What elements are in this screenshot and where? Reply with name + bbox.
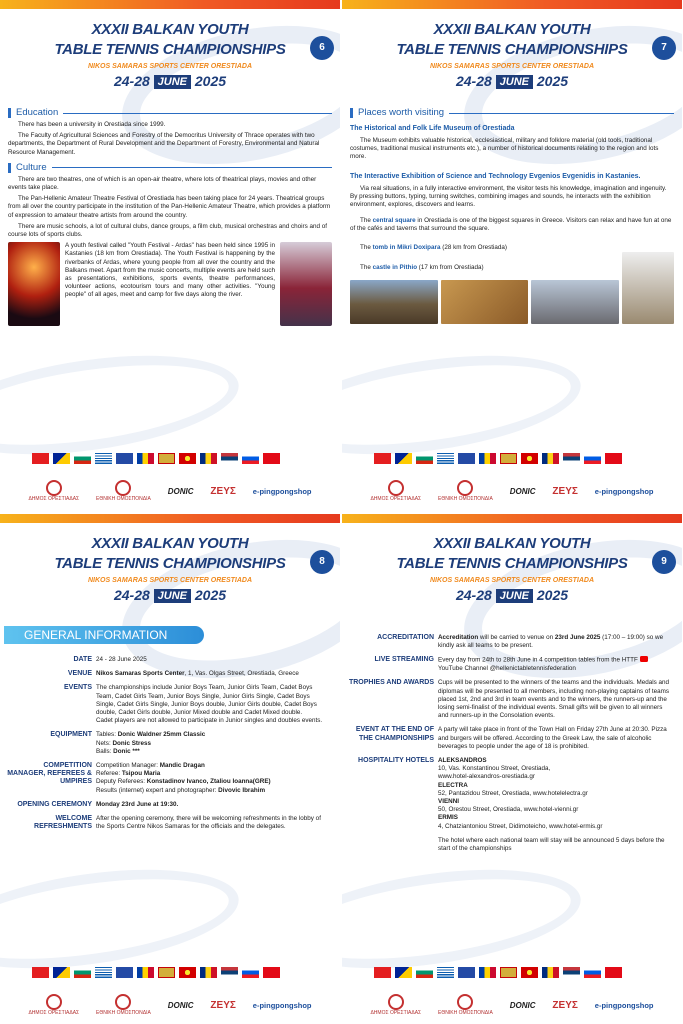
venue-subtitle: NIKOS SAMARAS SPORTS CENTER ORESTIADA (88, 577, 252, 584)
paragraph: There has been a university in Orestiada since 1999. (18, 121, 166, 128)
epingpongshop-logo: e-pingpongshop (594, 486, 654, 496)
federation-logo (438, 480, 493, 502)
info-label: EQUIPMENT (50, 731, 92, 739)
epingpongshop-logo: e-pingpongshop (252, 486, 312, 496)
info-row (4, 762, 330, 795)
hotel-name: VIENNI (438, 797, 459, 805)
flag-turkey (605, 453, 622, 464)
flag-albania (374, 967, 391, 978)
hotel-address: 50, Orestou Street, Orestiada, www.hotel-vienni.gr (438, 806, 579, 814)
text: The (360, 243, 373, 251)
text: (17 km from Orestiada) (417, 263, 484, 271)
flag-kosovo (116, 453, 133, 464)
month-badge: JUNE (154, 589, 191, 603)
flag-turkey (605, 967, 622, 978)
emblem-icon (457, 994, 473, 1010)
flag-romania (200, 453, 217, 464)
title-line2: TABLE TENNIS CHAMPIONSHIPS (54, 555, 286, 572)
hotel-website[interactable]: www.hotel-alexandros-orestiada.gr (438, 773, 535, 781)
dates-prefix: 24-28 (455, 73, 492, 89)
info-row (346, 726, 672, 751)
month-badge: JUNE (496, 75, 533, 89)
heading-bar (8, 108, 11, 118)
paragraph: There are two theatres, one of which is an open-air theatre, where lots of theatrical plays, movies and other events take place. (8, 175, 317, 192)
dates (0, 73, 340, 89)
events-note: Cadet players are not allowed to participate in Junior singles and doubles events. (96, 717, 323, 725)
info-row (4, 656, 330, 664)
value: Donic Waldner 25mm Classic (117, 731, 206, 739)
value: Donic *** (113, 747, 140, 755)
flag-greece (437, 967, 454, 978)
text: will be carried to venue on (478, 634, 555, 641)
hotel-address: 52, Pantazidou Street, Orestiada, www.hotelelectra.gr (438, 789, 588, 797)
page-7 (342, 0, 682, 510)
bread-photo (441, 280, 529, 324)
flag-slovenia (584, 967, 601, 978)
flags-row (374, 967, 622, 978)
info-value: Cups will be presented to the winners of the teams and the individuals. Medals and diplomas will be presented to all members, including non-playing captains of teams placed 1st, 2nd and 3rd in team events and to the winners, the runners-up and the losing semi-finalist of the individual events. Small gifts will be given to all winners and runners-up in the Consolation events. (438, 679, 670, 720)
flag-moldova (137, 453, 154, 464)
paragraph: The Pan-Hellenic Amateur Theatre Festival of Orestiada has been taking place for 24 years. Theatrical groups from all over the country participate in the institution of the Pan-Hellenic Amateur Theatre, which provides a platform of expression to amateur theatre artists from around the country. (8, 195, 331, 219)
youtube-icon (640, 656, 648, 662)
donic-logo: DONIC (509, 486, 536, 496)
title-line1: XXXII BALKAN YOUTH (433, 535, 591, 552)
hotel-name: ELECTRA (438, 781, 468, 789)
donic-logo: DONIC (167, 1000, 194, 1010)
info-row (346, 679, 672, 720)
flag-kosovo (458, 967, 475, 978)
value: Konstadinov Ivanco, Ztaliou Ioanna(GRE) (146, 778, 271, 786)
heading-label: Places worth visiting (358, 106, 445, 118)
venue-subtitle: NIKOS SAMARAS SPORTS CENTER ORESTIADA (430, 63, 594, 70)
page-6 (0, 0, 340, 510)
value: Accreditation (438, 634, 479, 641)
heading-label: Education (16, 106, 59, 118)
value: Mandic Dragan (159, 762, 205, 770)
page-number: 8 (310, 550, 334, 574)
info-value (438, 634, 672, 650)
hotel-entry (438, 814, 672, 830)
epingpongshop-logo: e-pingpongshop (594, 1000, 654, 1010)
flag-bosnia (53, 967, 70, 978)
logo-caption: ΔΗΜΟΣ ΟΡΕΣΤΙΑΔΑΣ (28, 496, 80, 502)
heading-rule (52, 167, 332, 168)
flag-montenegro (500, 967, 517, 978)
page-number: 7 (652, 36, 676, 60)
tables-line (96, 731, 330, 739)
flag-bosnia (53, 453, 70, 464)
value: Donic Stress (112, 739, 151, 747)
square-paragraph (350, 217, 674, 233)
municipality-logo (370, 994, 421, 1016)
balls-line (96, 748, 330, 756)
text: Deputy Referees: (96, 778, 147, 786)
flag-turkey (263, 967, 280, 978)
flag-serbia (563, 967, 580, 978)
flag-bosnia (395, 453, 412, 464)
info-label: WELCOME REFRESHMENTS (34, 815, 92, 831)
month-badge: JUNE (154, 75, 191, 89)
flag-kosovo (116, 967, 133, 978)
value: Divovic Ibrahim (218, 786, 266, 794)
value: Tsipou Maria (121, 770, 161, 778)
text: Results (internet) expert and photographer: (96, 786, 219, 794)
flag-bosnia (395, 967, 412, 978)
heading-label: Culture (16, 161, 47, 173)
flag-bulgaria (74, 967, 91, 978)
flag-greece (437, 453, 454, 464)
flag-montenegro (158, 967, 175, 978)
text: The (360, 263, 373, 271)
section-heading-places (350, 108, 674, 118)
seal-icon (46, 994, 62, 1010)
section-heading-education (8, 108, 332, 118)
emblem-icon (457, 480, 473, 496)
flag-romania (542, 453, 559, 464)
flag-bulgaria (416, 453, 433, 464)
value: 23rd June 2025 (554, 634, 601, 641)
info-label: VENUE (67, 670, 92, 678)
decor-swoosh (0, 340, 245, 471)
decor-swoosh (0, 854, 245, 985)
paragraph: There are music schools, a lot of cultural clubs, dance groups, a film club, musical orchestras and choirs and of course lots of sports clubs. (8, 222, 328, 239)
seal-icon (46, 480, 62, 496)
flag-romania (200, 967, 217, 978)
cm-line (96, 762, 330, 770)
flags-row (32, 967, 280, 978)
text: The (360, 217, 373, 225)
page7-body (350, 108, 674, 324)
info-label: DATE (73, 656, 92, 663)
dates (342, 587, 682, 603)
title-line2: TABLE TENNIS CHAMPIONSHIPS (396, 41, 628, 58)
hotels-note: The hotel where each national team will stay will be announced 5 days before the start of the championships (438, 836, 665, 852)
seal-icon (388, 994, 404, 1010)
ref-line (96, 770, 330, 778)
heading-bar (8, 163, 11, 173)
info-label: TROPHIES AND AWARDS (348, 679, 434, 687)
info-label: LIVE STREAMING (374, 656, 434, 664)
emblem-icon (115, 994, 131, 1010)
concert-photo (8, 242, 60, 326)
exhibition-title: The Interactive Exhibition of Science and Technology Evgenios Evgenidis in Kastanies. (350, 172, 641, 180)
paragraph: The Faculty of Agricultural Sciences and Forestry of the Democritus University of Thrace operates with two departments, the Department of Rural Development and the Department of Forestry, Environmental and Natural Resource Management. (8, 132, 320, 156)
paragraph: The Museum exhibits valuable historical, ecclesiastical, military and folklore material (old tools, traditional costumes, traditional musical instruments etc.), a number of historical documents relating to the region and lots more. (350, 137, 659, 161)
flag-greece (95, 967, 112, 978)
info-row (346, 656, 672, 673)
flag-bulgaria (74, 453, 91, 464)
flag-serbia (221, 453, 238, 464)
text: Tables: (96, 731, 118, 739)
logo-caption: ΕΘΝΙΚΗ ΟΜΟΣΠΟΝΔΙΑ (96, 1010, 151, 1016)
flag-albania (374, 453, 391, 464)
venue-subtitle: NIKOS SAMARAS SPORTS CENTER ORESTIADA (430, 577, 594, 584)
flag-kosovo (458, 453, 475, 464)
top-band (0, 514, 340, 523)
heading-bar (350, 108, 353, 118)
page-number: 6 (310, 36, 334, 60)
flag-moldova (479, 453, 496, 464)
general-info-heading: GENERAL INFORMATION (4, 626, 204, 644)
info-label: COMPETITION MANAGER, REFEREES & UMPIRES (7, 762, 92, 786)
title-line1: XXXII BALKAN YOUTH (91, 21, 249, 38)
dates-prefix: 24-28 (455, 587, 492, 603)
federation-logo (96, 480, 151, 502)
info-row (346, 634, 672, 650)
performer-photo (280, 242, 332, 326)
exhibition-photo (622, 252, 675, 324)
top-band (0, 0, 340, 9)
zeys-logo: ΖΕΥΣ (210, 485, 236, 497)
festival-block (8, 242, 332, 326)
flag-albania (32, 453, 49, 464)
text: in Orestiada is one of the biggest squares in Greece. Visitors can relax and have fun at one of the cafés and taverns that surround the square. (350, 217, 672, 233)
seal-icon (388, 480, 404, 496)
flag-moldova (137, 967, 154, 978)
decor-swoosh (342, 340, 587, 471)
hotel-name: ERMIS (438, 814, 458, 822)
info-label: EVENT AT THE END OF THE CHAMPIONSHIPS (355, 726, 434, 742)
info-row (4, 684, 330, 725)
zeys-logo: ΖΕΥΣ (552, 999, 578, 1011)
text: (17:00 – 19:00) so we kindly ask all teams to be present. (438, 634, 664, 650)
place-name: central square (372, 217, 416, 225)
value: Monday 23rd June at 19:30. (96, 800, 179, 808)
hotel-entry (438, 782, 672, 798)
zeys-logo: ΖΕΥΣ (210, 999, 236, 1011)
flag-romania (542, 967, 559, 978)
title-line2: TABLE TENNIS CHAMPIONSHIPS (54, 41, 286, 58)
info-row (4, 815, 330, 831)
epingpongshop-logo: e-pingpongshop (252, 1000, 312, 1010)
page-header (0, 20, 340, 89)
info-grid (4, 656, 330, 837)
info-value (96, 670, 330, 678)
flags-row (32, 453, 280, 464)
logo-caption: ΕΘΝΙΚΗ ΟΜΟΣΠΟΝΔΙΑ (438, 1010, 493, 1016)
month-badge: JUNE (496, 589, 533, 603)
logo-caption: ΔΗΜΟΣ ΟΡΕΣΤΙΑΔΑΣ (370, 496, 422, 502)
festival-text: A youth festival called "Youth Festival - Ardas" has been held since 1995 in Kastanies (18 km from Orestiada). The Youth Festival is happening by the riverbanks of Ardas, where young people from all over the country and the Balkans meet. Apart from the music concerts, multiple events are held such as presentations, exhibitions, sports events, theatre performances, volunteer actions, ecotourism tours and many other activities. "Young people" of all ages, meet and camp for five days along the river. (65, 242, 275, 299)
zeys-logo: ΖΕΥΣ (552, 485, 578, 497)
photo-row (350, 280, 674, 324)
flag-serbia (221, 967, 238, 978)
info-row (4, 670, 330, 678)
events-list: The championships include Junior Boys Team, Junior Girls Team, Cadet Boys Team, Cadet Girls Team, Junior Boys Single, Junior Girls Single, Cadet Boys Single, Cadet Girls Single, Junior Boys double, Junior Girls double, Cadet Boys double, Cadet Girls double, Junior Mixed double and Cadet Mixed double. (96, 684, 317, 717)
museum-photo (350, 280, 438, 324)
flag-slovenia (242, 967, 259, 978)
info-label: HOSPITALITY HOTELS (358, 756, 434, 764)
flag-turkey (263, 453, 280, 464)
flag-north-macedonia (521, 967, 538, 978)
info-row (4, 801, 330, 809)
flag-north-macedonia (521, 453, 538, 464)
hotel-entry (438, 798, 672, 814)
year: 2025 (536, 587, 569, 603)
dates (0, 587, 340, 603)
emblem-icon (115, 480, 131, 496)
federation-logo (96, 994, 151, 1016)
dates-prefix: 24-28 (113, 587, 150, 603)
sponsor-logos (0, 472, 340, 510)
page-header (342, 20, 682, 89)
text: Balls: (96, 747, 114, 755)
hotel-address: 10, Vas. Konstantinou Street, Orestiada, (438, 765, 551, 773)
text: Referee: (96, 770, 122, 778)
text: (28 km from Orestiada) (440, 243, 507, 251)
info-value (438, 656, 672, 673)
paragraph: Via real situations, in a fully interactive environment, the visitor tests his knowledge, imagination and ingenuity. By pressing buttons, typing, turning switches, combining images and sounds, he interacts with the exhibition environment, explores, discovers and learns. (350, 184, 667, 209)
page6-body (8, 108, 332, 326)
info-value: 24 - 28 June 2025 (96, 656, 147, 663)
flag-montenegro (500, 453, 517, 464)
text: Competition Manager: (96, 762, 160, 770)
logo-caption: ΔΗΜΟΣ ΟΡΕΣΤΙΑΔΑΣ (370, 1010, 422, 1016)
flag-albania (32, 967, 49, 978)
info-value: After the opening ceremony, there will be welcoming refreshments in the lobby of the Sports Centre Nikos Samaras for the officials and the delegates. (96, 815, 321, 831)
flag-bulgaria (416, 967, 433, 978)
dates (342, 73, 682, 89)
page-header (342, 534, 682, 603)
page-9 (342, 514, 682, 1024)
venue-name: Nikos Samaras Sports Center (96, 670, 185, 678)
page-header (0, 534, 340, 603)
text: Every day from 24th to 28th June in 4 competition tables from the HTTF (438, 656, 638, 664)
place-name: tomb in Mikri Doxipara (372, 243, 441, 251)
sponsor-logos (342, 472, 682, 510)
info-value (96, 731, 330, 756)
sponsor-logos (342, 986, 682, 1024)
castle-photo (531, 280, 619, 324)
municipality-logo (28, 994, 79, 1016)
top-band (342, 514, 682, 523)
info-row (346, 757, 672, 853)
flags-row (374, 453, 622, 464)
top-band (342, 0, 682, 9)
hotel-address: 4, Chatziantoniou Street, Didimoteicho, www.hotel-ermis.gr (438, 822, 603, 830)
results-line (96, 787, 330, 795)
heading-rule (449, 113, 674, 114)
flag-serbia (563, 453, 580, 464)
year: 2025 (194, 587, 227, 603)
info-value (96, 801, 330, 809)
youtube-channel[interactable]: YouTube Channel @hellenictabletennisfederation (438, 665, 576, 673)
hotels-list (438, 757, 672, 853)
hotel-name: ALEKSANDROS (438, 756, 487, 764)
logo-caption: ΕΘΝΙΚΗ ΟΜΟΣΠΟΝΔΙΑ (438, 496, 493, 502)
flag-montenegro (158, 453, 175, 464)
dates-prefix: 24-28 (113, 73, 150, 89)
flag-moldova (479, 967, 496, 978)
sponsor-logos (0, 986, 340, 1024)
flag-north-macedonia (179, 453, 196, 464)
year: 2025 (194, 73, 227, 89)
venue-subtitle: NIKOS SAMARAS SPORTS CENTER ORESTIADA (88, 63, 252, 70)
year: 2025 (536, 73, 569, 89)
place-name: castle in Pithio (372, 263, 418, 271)
decor-swoosh (342, 854, 587, 985)
logo-caption: ΔΗΜΟΣ ΟΡΕΣΤΙΑΔΑΣ (28, 1010, 80, 1016)
text: Nets: (96, 739, 113, 747)
federation-logo (438, 994, 493, 1016)
info-value (96, 684, 330, 725)
info-label: EVENTS (63, 684, 92, 692)
info-label: ACCREDITATION (377, 634, 434, 641)
flag-slovenia (584, 453, 601, 464)
title-line1: XXXII BALKAN YOUTH (91, 535, 249, 552)
tomb-line (350, 244, 674, 252)
title-line1: XXXII BALKAN YOUTH (433, 21, 591, 38)
hotel-entry (438, 757, 672, 782)
venue-address: , 1, Vas. Olgas Street, Orestiada, Greece (184, 670, 299, 678)
municipality-logo (370, 480, 421, 502)
info-label: OPENING CEREMONY (17, 800, 92, 808)
info-value (96, 762, 330, 795)
logo-caption: ΕΘΝΙΚΗ ΟΜΟΣΠΟΝΔΙΑ (96, 496, 151, 502)
page-8 (0, 514, 340, 1024)
museum-title: The Historical and Folk Life Museum of Orestiada (350, 125, 515, 132)
donic-logo: DONIC (509, 1000, 536, 1010)
page-number: 9 (652, 550, 676, 574)
municipality-logo (28, 480, 79, 502)
donic-logo: DONIC (167, 486, 194, 496)
heading-rule (63, 113, 332, 114)
flag-slovenia (242, 453, 259, 464)
title-line2: TABLE TENNIS CHAMPIONSHIPS (396, 555, 628, 572)
nets-line (96, 740, 330, 748)
flag-north-macedonia (179, 967, 196, 978)
info-row (4, 731, 330, 756)
dref-line (96, 778, 330, 786)
section-heading-culture (8, 163, 332, 173)
info-grid (346, 634, 672, 859)
info-value: A party will take place in front of the Town Hall on Friday 27th June at 20:30. Pizza and burgers will be offered. According to the Greek Law, the sale of alcoholic beverages to people under the age of 18 is prohibited. (438, 726, 667, 750)
flag-greece (95, 453, 112, 464)
